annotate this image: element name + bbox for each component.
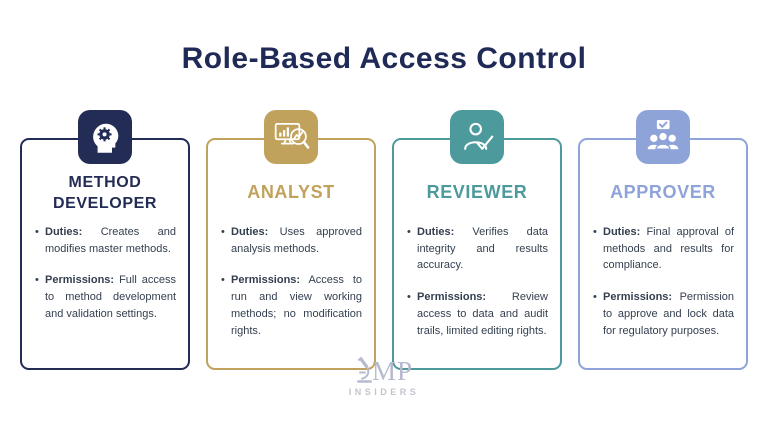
permissions-text: Permission to approve and lock data for regulatory purposes. [603, 291, 734, 337]
permissions-label: Permissions: [603, 291, 673, 304]
bullet-glyph: • [407, 226, 411, 238]
head-gear-icon [78, 110, 132, 164]
bullet-glyph: • [593, 226, 597, 238]
card-body [22, 224, 188, 323]
card-title: REVIEWER [426, 182, 528, 203]
duties-text: Uses approved analysis methods. [231, 226, 362, 255]
permissions-item [407, 289, 548, 339]
bullet-glyph: • [35, 274, 39, 287]
duties-text: Final approval of methods and results for compliance. [603, 226, 734, 272]
watermark-subtitle: INSIDERS [348, 387, 420, 397]
duties-label: Duties: [603, 226, 641, 238]
card-analyst [206, 138, 376, 370]
permissions-text: Access to run and view working methods; no modification rights. [231, 274, 363, 337]
bullet-glyph: • [35, 226, 39, 238]
permissions-item [35, 272, 176, 322]
bullet-glyph: • [221, 226, 225, 238]
permissions-label: Permissions: [231, 274, 301, 287]
permissions-item [593, 289, 734, 339]
person-check-icon [450, 110, 504, 164]
card-approver [578, 138, 748, 370]
duties-item [407, 224, 548, 274]
permissions-text: Review access to data and audit trails, limited editing rights. [417, 291, 548, 337]
duties-label: Duties: [45, 226, 83, 238]
card-body [208, 224, 374, 339]
duties-label: Duties: [417, 226, 455, 238]
card-reviewer [392, 138, 562, 370]
duties-item [593, 224, 734, 274]
page-title: Role-Based Access Control [181, 42, 587, 75]
card-title: ANALYST [247, 182, 335, 203]
permissions-item [221, 272, 362, 339]
watermark-brand-text: MP [371, 356, 414, 386]
card-title: APPROVER [610, 182, 716, 203]
card-method-developer [20, 138, 190, 370]
duties-item [221, 224, 362, 257]
duties-text: Creates and modifies master methods. [45, 226, 176, 255]
permissions-label: Permissions: [417, 291, 487, 304]
bullet-glyph: • [407, 291, 411, 304]
card-title: METHOD DEVELOPER [52, 173, 158, 212]
bullet-glyph: • [221, 274, 225, 287]
card-body [580, 224, 746, 339]
card-body [394, 224, 560, 339]
duties-text: Verifies data integrity and results accuracy. [417, 226, 548, 272]
permissions-text: Full access to method development and validation settings. [45, 274, 176, 320]
bullet-glyph: • [593, 291, 597, 304]
duties-item [35, 224, 176, 257]
permissions-label: Permissions: [45, 274, 115, 287]
team-approval-icon [636, 110, 690, 164]
role-cards-row [20, 138, 748, 370]
monitor-magnifier-icon [264, 110, 318, 164]
duties-label: Duties: [231, 226, 269, 238]
